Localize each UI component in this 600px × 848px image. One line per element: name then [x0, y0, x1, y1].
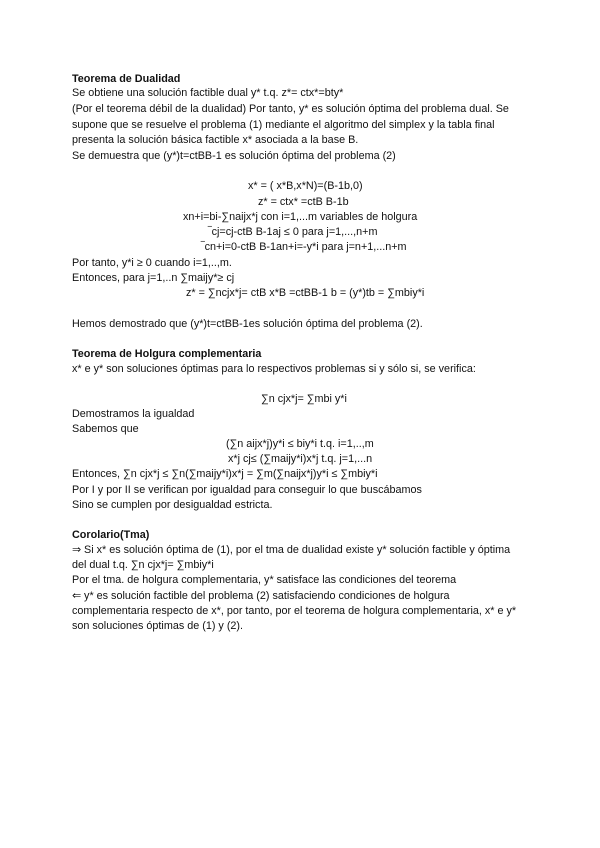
text-line: ⇒ Si x* es solución óptima de (1), por el tma de dualidad existe y* solución factible y óptima — [72, 544, 511, 556]
text-line: Sino se cumplen por desigualdad estricta. — [72, 499, 273, 511]
equation: ∑n cjx*j= ∑mbi y*i — [261, 393, 347, 405]
text-line: Se obtiene una solución factible dual y* t.q. z*= ctx*=bty* — [72, 87, 344, 99]
text-line: complementaria respecto de x*, por tanto, por el teorema de holgura complementaria, x* e y* — [72, 605, 517, 617]
text-line: Entonces, ∑n cjx*j ≤ ∑n(∑maijy*i)x*j = ∑m(∑naijx*j)y*i ≤ ∑mbiy*i — [72, 468, 378, 480]
equation: xn+i=bi-∑naijx*j con i=1,...m variables de holgura — [183, 211, 418, 223]
equation: ‾cj=cj-ctB B-1aj ≤ 0 para j=1,...,n+m — [208, 226, 378, 238]
equation: x* = ( x*B,x*N)=(B-1b,0) — [248, 180, 363, 192]
text-line: Se demuestra que (y*)t=ctBB-1 es solución óptima del problema (2) — [72, 150, 396, 162]
text-line: Por I y por II se verifican por igualdad para conseguir lo que buscábamos — [72, 484, 422, 496]
text-line: Demostramos la igualdad — [72, 408, 195, 420]
equation: z* = ∑ncjx*j= ctB x*B =ctBB-1 b = (y*)tb = ∑mbiy*i — [186, 287, 425, 299]
text-line: (Por el teorema débil de la dualidad) Por tanto, y* es solución óptima del problema dual. Se — [72, 103, 509, 115]
text-line: del dual t.q. ∑n cjx*j= ∑mbiy*i — [72, 559, 214, 571]
text-line: son soluciones óptimas de (1) y (2). — [72, 620, 244, 632]
text-line: supone que se resuelve el problema (1) mediante el algoritmo del simplex y la tabla final — [72, 119, 495, 131]
text-line: x* e y* son soluciones óptimas para lo respectivos problemas si y sólo si, se verifica: — [72, 363, 476, 375]
text-line: ⇐ y* es solución factible del problema (2) satisfaciendo condiciones de holgura — [72, 590, 450, 602]
corollary-title: Corolario(Tma) — [72, 529, 150, 541]
equation: (∑n aijx*j)y*i ≤ biy*i t.q. i=1,..,m — [226, 438, 374, 450]
equation: ‾cn+i=0-ctB B-1an+i=-y*i para j=n+1,...n+m — [201, 241, 407, 253]
duality-title: Teorema de Dualidad — [72, 73, 181, 85]
equation: x*j cj≤ (∑maijy*i)x*j t.q. j=1,...n — [228, 453, 373, 465]
text-line: Entonces, para j=1,..n ∑maijy*≥ cj — [72, 272, 235, 284]
slackness-title: Teorema de Holgura complementaria — [72, 348, 262, 360]
text-line: presenta la solución básica factible x* asociada a la base B. — [72, 134, 359, 146]
text-line: Por tanto, y*i ≥ 0 cuando i=1,..,m. — [72, 257, 232, 269]
text-line: Sabemos que — [72, 423, 139, 435]
text-line: Hemos demostrado que (y*)t=ctBB-1es solución óptima del problema (2). — [72, 318, 423, 330]
text-line: Por el tma. de holgura complementaria, y* satisface las condiciones del teorema — [72, 574, 457, 586]
equation: z* = ctx* =ctB B-1b — [258, 196, 349, 208]
